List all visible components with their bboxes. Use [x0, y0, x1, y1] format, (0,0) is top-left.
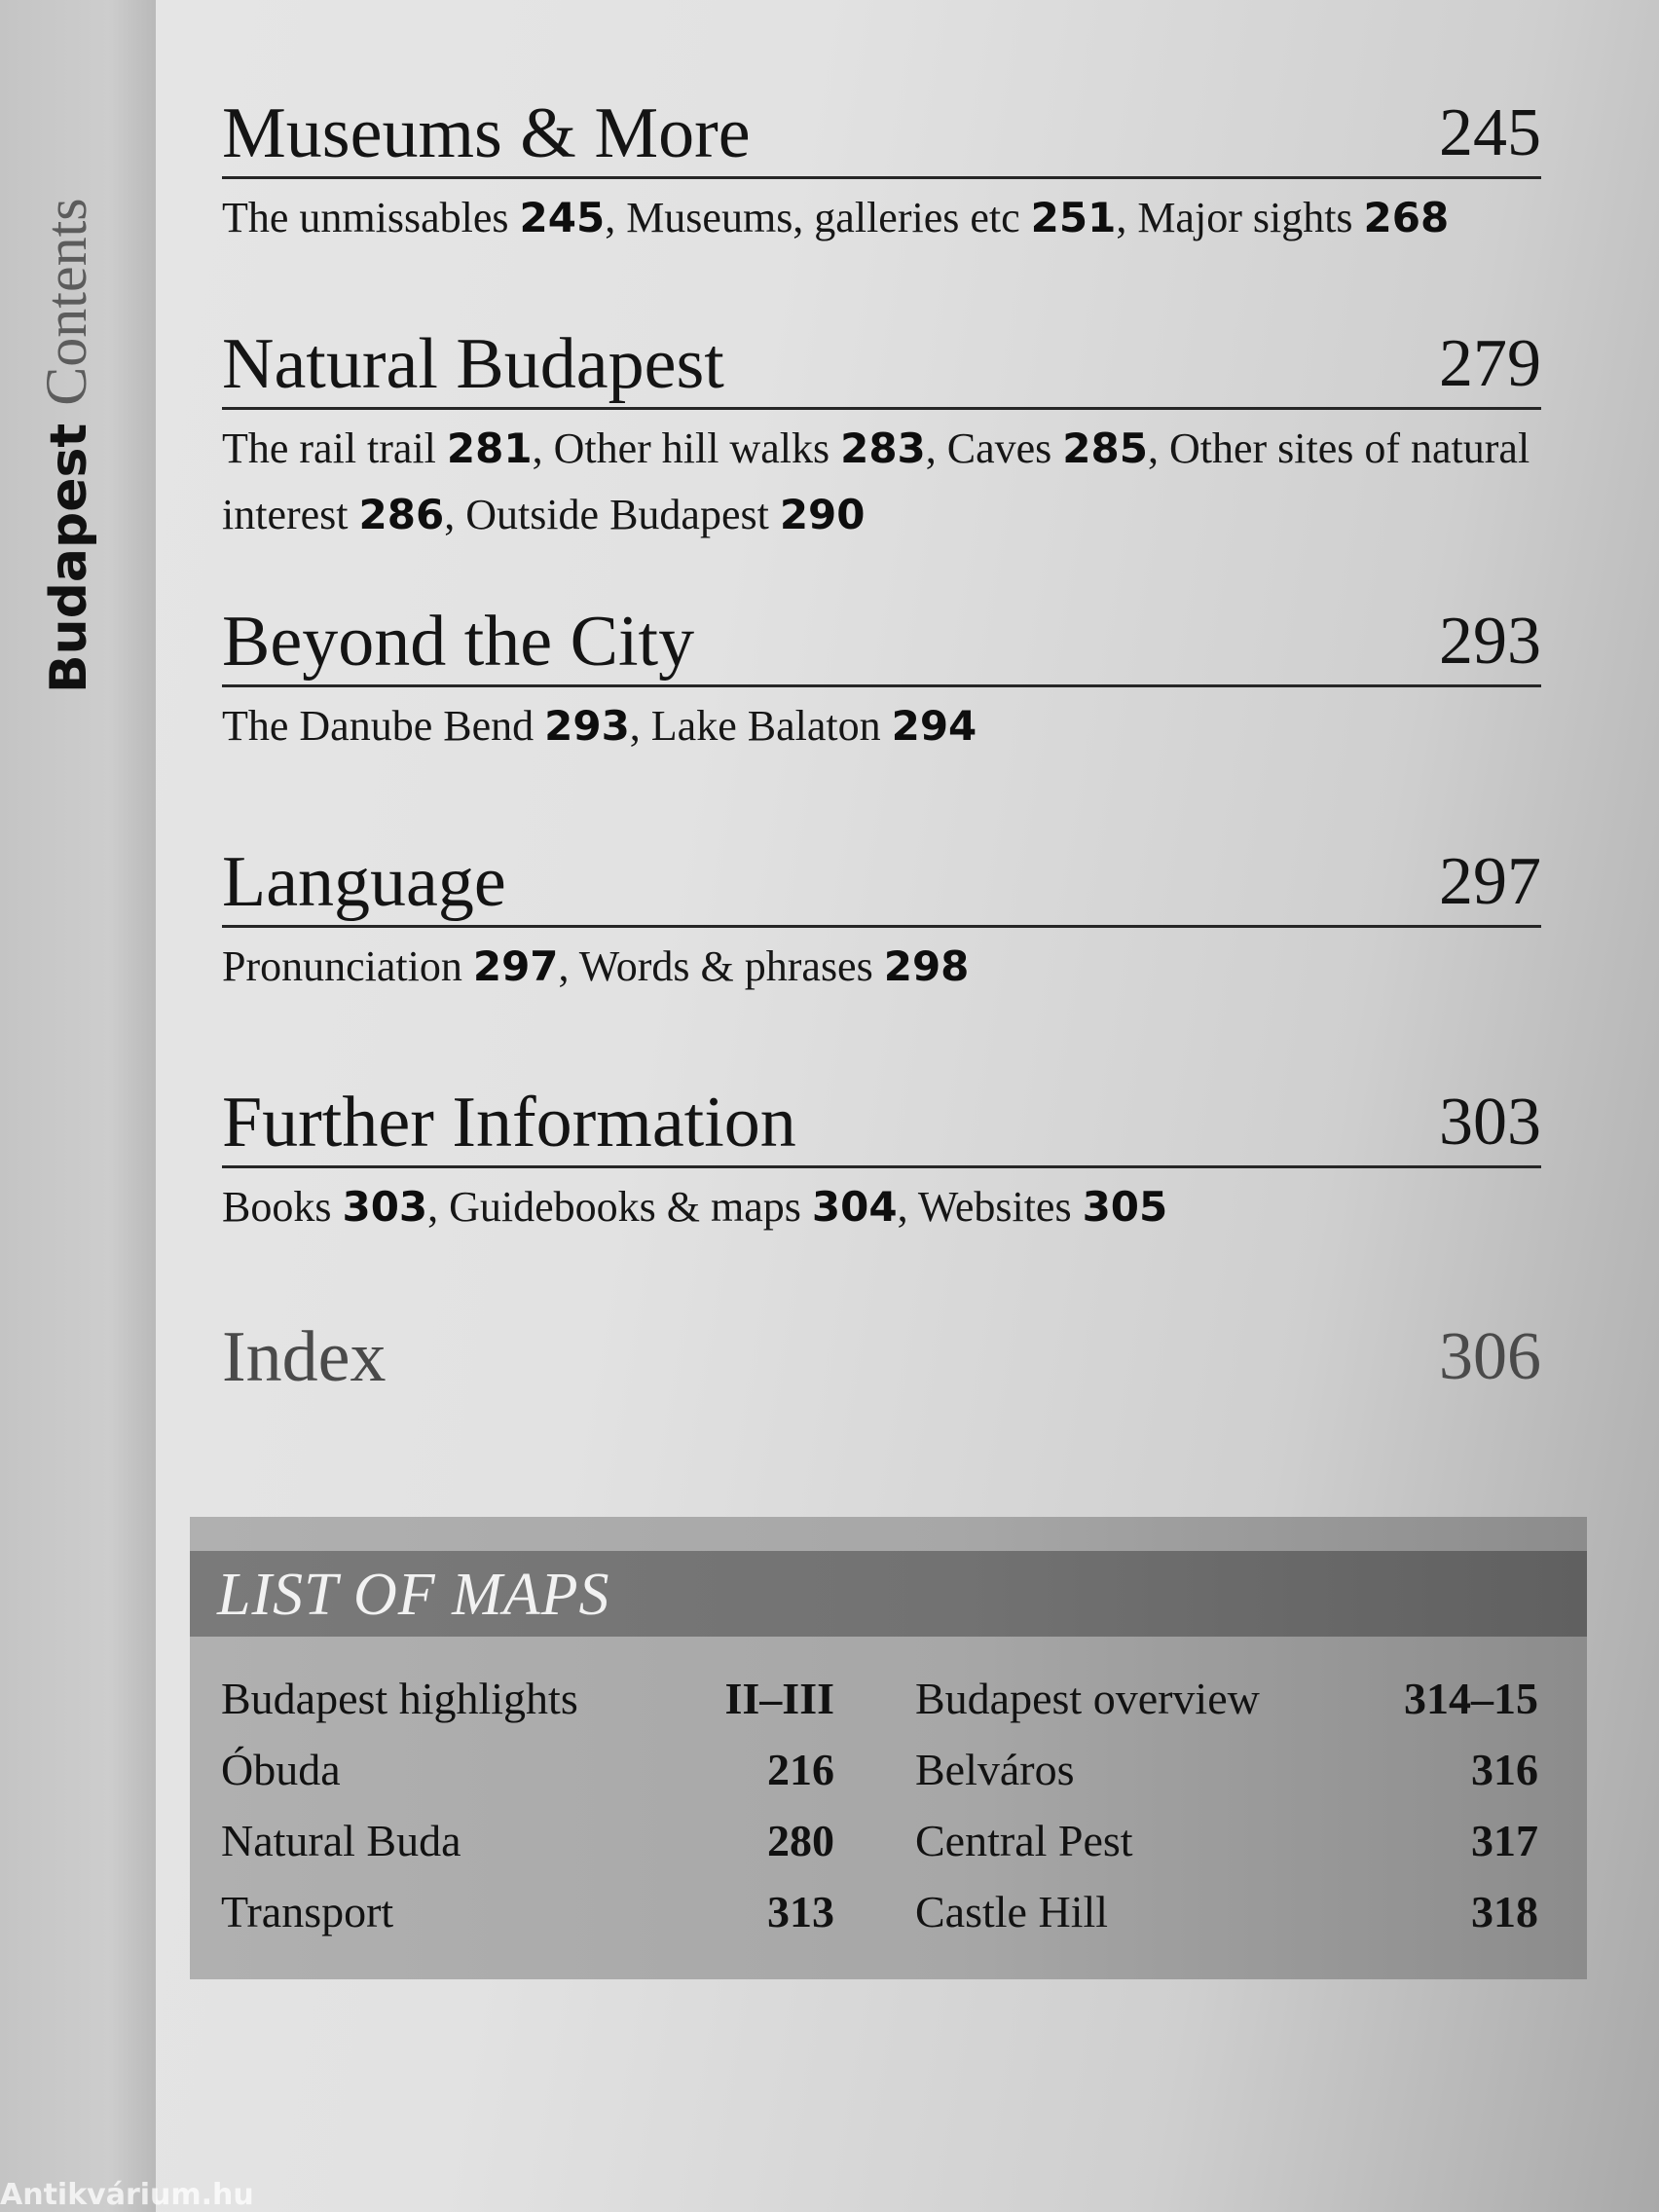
entry-heading	[222, 1082, 1541, 1168]
entry-title: Beyond the City	[222, 602, 695, 682]
map-list-item[interactable]	[221, 1876, 834, 1947]
map-page: 216	[767, 1745, 834, 1794]
subsection-label: Pronunciation	[222, 942, 462, 990]
entry-page-number: 279	[1439, 326, 1541, 401]
subsection-page: 297	[472, 942, 559, 990]
maps-column-left	[221, 1663, 834, 1947]
spine-title	[27, 109, 105, 693]
subsection-label: Words & phrases	[578, 942, 873, 990]
map-list-item[interactable]	[221, 1663, 834, 1734]
map-list-item[interactable]	[915, 1663, 1538, 1734]
map-name: Central Pest	[915, 1816, 1133, 1865]
subsection-page: 305	[1082, 1183, 1168, 1231]
map-list-item[interactable]	[915, 1876, 1538, 1947]
map-name: Transport	[221, 1887, 394, 1936]
subsection-page: 286	[358, 491, 445, 538]
map-list-item[interactable]	[915, 1805, 1538, 1876]
subsection-page: 285	[1062, 424, 1148, 472]
entry-heading	[222, 841, 1541, 928]
map-list-item[interactable]	[221, 1734, 834, 1805]
toc-entry-further-information[interactable]	[222, 1082, 1541, 1240]
entry-title: Language	[222, 842, 506, 922]
map-page: 317	[1471, 1816, 1538, 1865]
map-page: 313	[767, 1887, 834, 1936]
map-name: Budapest overview	[915, 1674, 1260, 1723]
list-of-maps-header	[190, 1551, 1587, 1637]
subsection-page: 251	[1030, 194, 1117, 241]
entry-subsections: Books 303, Guidebooks & maps 304, Websites 305	[222, 1183, 1168, 1231]
map-name: Natural Buda	[221, 1816, 461, 1865]
entry-page-number: 293	[1439, 604, 1541, 679]
entry-heading	[222, 323, 1541, 410]
map-page: II–III	[724, 1674, 834, 1723]
entry-subsections: The unmissables 245, Museums, galleries etc 251, Major sights 268	[222, 194, 1450, 241]
entry-subsections: Pronunciation 297, Words & phrases 298	[222, 942, 970, 990]
entry-title: Index	[222, 1317, 387, 1397]
sidebar-strip	[0, 0, 254, 2212]
subsection-label: Other sites of natural interest	[222, 424, 1530, 538]
subsection-label: Guidebooks & maps	[449, 1183, 801, 1231]
list-of-maps-title: LIST OF MAPS	[217, 1562, 610, 1628]
subsection-page: 303	[342, 1183, 428, 1231]
subsection-label: Outside Budapest	[465, 491, 769, 538]
watermark: Antikvárium.hu	[0, 2178, 254, 2212]
map-name: Castle Hill	[915, 1887, 1109, 1936]
entry-subsections: The rail trail 281, Other hill walks 283, Caves 285, Other sites of natural interest 286, Outside Budapest 290	[222, 424, 1530, 538]
subsection-page: 290	[779, 491, 866, 538]
map-page: 316	[1471, 1745, 1538, 1794]
subsection-label: The rail trail	[222, 424, 436, 472]
map-list-item[interactable]	[915, 1734, 1538, 1805]
entry-title: Natural Budapest	[222, 324, 724, 404]
subsection-page: 283	[840, 424, 926, 472]
map-page: 280	[767, 1816, 834, 1865]
map-name: Belváros	[915, 1745, 1075, 1794]
map-page: 314–15	[1404, 1674, 1538, 1723]
subsection-label: Books	[222, 1183, 332, 1231]
subsection-label: Lake Balaton	[650, 702, 881, 750]
subsection-label: Museums, galleries etc	[626, 194, 1020, 241]
subsection-page: 281	[446, 424, 533, 472]
entry-page-number: 303	[1439, 1085, 1541, 1160]
subsection-page: 294	[891, 702, 977, 750]
subsection-label: Websites	[917, 1183, 1072, 1231]
toc-entry-language[interactable]	[222, 841, 1541, 1000]
entry-heading	[222, 92, 1541, 179]
toc-entry-natural-budapest[interactable]	[222, 323, 1541, 548]
subsection-page: 268	[1363, 194, 1450, 241]
map-name: Óbuda	[221, 1745, 341, 1794]
map-page: 318	[1471, 1887, 1538, 1936]
map-list-item[interactable]	[221, 1805, 834, 1876]
spine-section: Contents	[34, 198, 98, 406]
subsection-page: 298	[883, 942, 970, 990]
subsection-label: The Danube Bend	[222, 702, 535, 750]
subsection-page: 245	[519, 194, 606, 241]
subsection-page: 293	[544, 702, 630, 750]
entry-page-number: 297	[1439, 844, 1541, 919]
entry-page-number: 306	[1439, 1319, 1541, 1394]
subsection-label: Major sights	[1137, 194, 1353, 241]
subsection-label: Other hill walks	[553, 424, 830, 472]
spine-brand: Budapest	[40, 423, 98, 693]
subsection-label: Caves	[946, 424, 1052, 472]
map-name: Budapest highlights	[221, 1674, 578, 1723]
subsection-page: 304	[811, 1183, 898, 1231]
entry-heading	[222, 1316, 1541, 1398]
entry-heading	[222, 601, 1541, 687]
entry-page-number: 245	[1439, 95, 1541, 170]
toc-entry-index[interactable]	[222, 1316, 1541, 1398]
subsection-label: The unmissables	[222, 194, 509, 241]
list-of-maps-panel	[190, 1517, 1587, 1979]
entry-title: Museums & More	[222, 93, 751, 173]
table-of-contents	[222, 92, 1541, 1398]
maps-column-right	[915, 1663, 1538, 1947]
entry-subsections: The Danube Bend 293, Lake Balaton 294	[222, 702, 977, 750]
toc-entry-museums[interactable]	[222, 92, 1541, 251]
entry-title: Further Information	[222, 1083, 796, 1162]
toc-entry-beyond-the-city[interactable]	[222, 601, 1541, 759]
